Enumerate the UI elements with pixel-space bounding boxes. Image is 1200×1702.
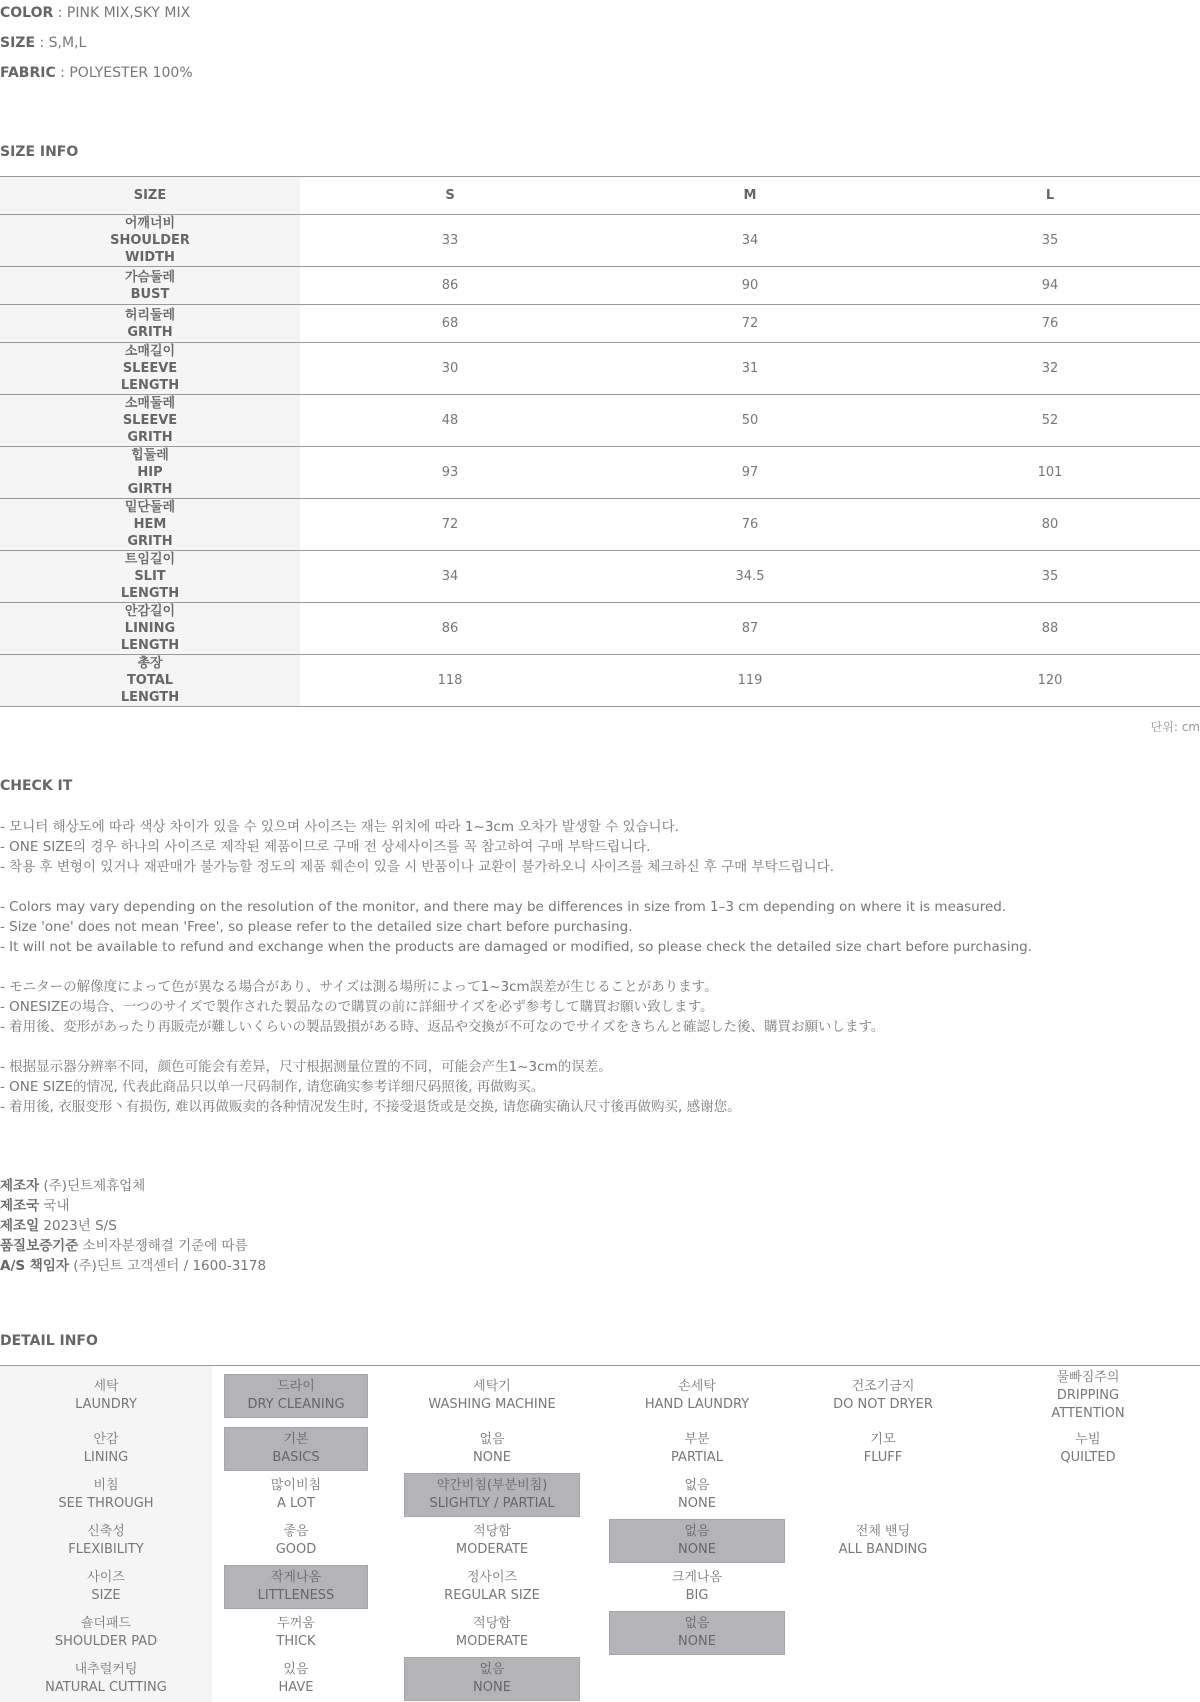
detail-option bbox=[829, 1375, 937, 1417]
detail-cell bbox=[790, 1564, 976, 1610]
size-value-s: 33 bbox=[441, 233, 459, 248]
measurement-label bbox=[0, 551, 300, 603]
measurement-label bbox=[0, 305, 300, 343]
text-line: 손세탁 bbox=[678, 1379, 716, 1394]
check-it-notes bbox=[0, 817, 1200, 1137]
measurement-name-en: HEM bbox=[133, 517, 167, 532]
size-value-m: 34.5 bbox=[735, 569, 765, 584]
text-line: FLEXIBILITY bbox=[68, 1542, 144, 1557]
notes-group bbox=[0, 897, 1200, 957]
text-line: 신축성 bbox=[87, 1524, 125, 1539]
spec-value: : S,M,L bbox=[35, 35, 87, 51]
size-value-s: 34 bbox=[441, 569, 459, 584]
detail-option-selected bbox=[404, 1473, 580, 1517]
text-line: WASHING MACHINE bbox=[428, 1397, 556, 1412]
detail-option-selected bbox=[224, 1374, 368, 1418]
text-line: ALL BANDING bbox=[838, 1542, 928, 1557]
notes-group bbox=[0, 817, 1200, 877]
detail-option bbox=[641, 1375, 753, 1417]
text-line: 적당함 bbox=[473, 1524, 511, 1539]
detail-cell bbox=[212, 1366, 380, 1426]
text-line: DRIPPING bbox=[1056, 1388, 1120, 1403]
detail-row bbox=[0, 1366, 1200, 1426]
text-line: NONE bbox=[473, 1450, 511, 1465]
measurement-name-ko: 트임길이 bbox=[124, 552, 176, 567]
text-line: SLIGHTLY / PARTIAL bbox=[429, 1496, 555, 1511]
maker-label: 제조일 bbox=[0, 1218, 40, 1234]
size-row bbox=[0, 215, 1200, 267]
text-line: FLUFF bbox=[863, 1450, 903, 1465]
size-value-l: 88 bbox=[1041, 621, 1059, 636]
note-line: - Colors may vary depending on the resolution of the monitor, and there may be differences in size from 1–3 cm depending on where it is measured. bbox=[0, 899, 1007, 915]
measurement-name-en: GRITH bbox=[127, 430, 173, 445]
unit-note: 단위: cm bbox=[1150, 720, 1200, 734]
text-line: 사이즈 bbox=[87, 1570, 125, 1585]
text-line: 작게나옴 bbox=[270, 1570, 322, 1585]
text-line: 비침 bbox=[93, 1478, 119, 1493]
text-line: NONE bbox=[473, 1680, 511, 1695]
maker-label: 제조국 bbox=[0, 1198, 40, 1214]
size-value-l: 80 bbox=[1041, 517, 1059, 532]
size-value-m: 50 bbox=[741, 413, 759, 428]
text-line: 좋음 bbox=[283, 1524, 309, 1539]
text-line: ATTENTION bbox=[1051, 1406, 1125, 1421]
detail-row bbox=[0, 1518, 1200, 1564]
detail-cell bbox=[790, 1472, 976, 1518]
maker-row bbox=[0, 1196, 266, 1216]
detail-cell bbox=[604, 1472, 790, 1518]
detail-option bbox=[667, 1428, 727, 1470]
size-value-m: 34 bbox=[741, 233, 759, 248]
detail-option bbox=[452, 1520, 532, 1562]
size-value-m: 90 bbox=[741, 278, 759, 293]
size-value-l: 35 bbox=[1041, 569, 1059, 584]
text-line: 없음 bbox=[479, 1432, 505, 1447]
detail-cell bbox=[976, 1564, 1200, 1610]
text-line: 없음 bbox=[684, 1478, 710, 1493]
measurement-name-ko: 안감길이 bbox=[124, 604, 176, 619]
size-value-m: 72 bbox=[741, 316, 759, 331]
note-line: - 根据显示器分辨率不同，颜色可能会有差异，尺寸根据测量位置的不同，可能会产生1~3cm的误差。 bbox=[0, 1059, 612, 1075]
detail-option-selected bbox=[609, 1611, 785, 1655]
maker-row bbox=[0, 1216, 266, 1236]
measurement-name-ko: 밑단둘레 bbox=[124, 500, 176, 515]
text-line: 누빔 bbox=[1075, 1432, 1101, 1447]
measurement-name-en: SLEEVE bbox=[122, 413, 178, 428]
detail-option bbox=[835, 1520, 932, 1562]
text-line: REGULAR SIZE bbox=[444, 1588, 540, 1603]
text-line: 약간비침(부분비침) bbox=[436, 1478, 548, 1493]
detail-cell bbox=[604, 1656, 790, 1702]
measurement-label bbox=[0, 447, 300, 499]
text-line: 내추럴커팅 bbox=[74, 1662, 138, 1677]
detail-cell bbox=[380, 1610, 604, 1656]
spec-label: SIZE bbox=[0, 35, 36, 51]
detail-cell bbox=[380, 1366, 604, 1426]
text-line: LITTLENESS bbox=[257, 1588, 335, 1603]
size-value-m: 87 bbox=[741, 621, 759, 636]
text-line: MODERATE bbox=[455, 1634, 529, 1649]
maker-row bbox=[0, 1256, 266, 1276]
size-value-s: 72 bbox=[441, 517, 459, 532]
measurement-label bbox=[0, 395, 300, 447]
size-value-m: 97 bbox=[741, 465, 759, 480]
measurement-name-ko: 소매둘레 bbox=[124, 396, 176, 411]
size-value-l: 101 bbox=[1037, 465, 1063, 480]
size-row bbox=[0, 305, 1200, 343]
detail-option bbox=[1047, 1366, 1128, 1426]
measurement-label bbox=[0, 655, 300, 707]
detail-cell bbox=[212, 1518, 380, 1564]
detail-cell bbox=[212, 1472, 380, 1518]
measurement-name-ko: 가슴둘레 bbox=[124, 269, 176, 285]
size-value-s: 93 bbox=[441, 465, 459, 480]
text-line: 세탁기 bbox=[473, 1379, 511, 1394]
detail-option bbox=[272, 1520, 321, 1562]
text-line: 세탁 bbox=[93, 1379, 119, 1394]
text-line: DO NOT DRYER bbox=[833, 1397, 933, 1412]
size-value-m: 76 bbox=[741, 517, 759, 532]
detail-row-label bbox=[0, 1656, 212, 1702]
maker-value: 소비자분쟁해결 기준에 따름 bbox=[78, 1238, 248, 1254]
size-value-s: 48 bbox=[441, 413, 459, 428]
size-value-s: 30 bbox=[441, 361, 459, 376]
detail-option bbox=[424, 1375, 559, 1417]
measurement-name-en: SHOULDER bbox=[110, 233, 190, 248]
detail-option bbox=[440, 1566, 544, 1608]
measurement-label bbox=[0, 267, 300, 305]
text-line: 많이비침 bbox=[270, 1478, 322, 1493]
detail-option bbox=[267, 1474, 325, 1516]
size-value-l: 120 bbox=[1037, 673, 1063, 688]
detail-cell bbox=[790, 1366, 976, 1426]
maker-value: (주)딘트제휴업체 bbox=[39, 1178, 146, 1194]
text-line: 기모 bbox=[870, 1432, 896, 1447]
spec-value: : POLYESTER 100% bbox=[55, 65, 193, 81]
detail-cell bbox=[976, 1426, 1200, 1472]
text-line: THICK bbox=[276, 1634, 316, 1649]
size-row bbox=[0, 343, 1200, 395]
measurement-name-en: SLEEVE bbox=[122, 361, 178, 376]
text-line: 기본 bbox=[283, 1432, 309, 1447]
detail-row-label bbox=[0, 1564, 212, 1610]
detail-cell bbox=[212, 1656, 380, 1702]
text-line: LINING bbox=[83, 1450, 129, 1465]
detail-option bbox=[272, 1612, 319, 1654]
detail-option-selected bbox=[404, 1657, 580, 1701]
size-row bbox=[0, 499, 1200, 551]
note-line: - ONE SIZE의 경우 하나의 사이즈로 제작된 제품이므로 구매 전 상세사이즈를 꼭 참고하여 구매 부탁드립니다. bbox=[0, 839, 651, 855]
detail-option-selected bbox=[224, 1565, 368, 1609]
size-value-s: 68 bbox=[441, 316, 459, 331]
detail-info-title: DETAIL INFO bbox=[0, 1333, 98, 1349]
measurement-name-en: LINING bbox=[124, 621, 176, 636]
measurement-name-ko: 소매길이 bbox=[124, 344, 176, 359]
text-line: 안감 bbox=[93, 1432, 119, 1447]
text-line: DRY CLEANING bbox=[247, 1397, 345, 1412]
text-line: 물빠짐주의 bbox=[1056, 1370, 1120, 1385]
spec-color bbox=[0, 5, 190, 21]
detail-row-label bbox=[0, 1610, 212, 1656]
size-value-l: 76 bbox=[1041, 316, 1059, 331]
header-s: S bbox=[445, 188, 455, 203]
measurement-label bbox=[0, 603, 300, 655]
size-value-m: 119 bbox=[737, 673, 763, 688]
size-value-s: 86 bbox=[441, 278, 459, 293]
measurement-name-en: WIDTH bbox=[125, 250, 175, 265]
measurement-name-en: LENGTH bbox=[120, 586, 180, 601]
size-row bbox=[0, 603, 1200, 655]
detail-cell bbox=[380, 1564, 604, 1610]
size-value-s: 118 bbox=[437, 673, 463, 688]
header-size: SIZE bbox=[0, 177, 300, 215]
text-line: 두꺼움 bbox=[277, 1616, 315, 1631]
detail-cell bbox=[790, 1426, 976, 1472]
note-line: - ONESIZEの場合、一つのサイズで製作された製品なので購買の前に詳細サイズを必ず参考して購買お願い致します。 bbox=[0, 999, 714, 1015]
detail-row-label bbox=[0, 1518, 212, 1564]
size-value-m: 31 bbox=[741, 361, 759, 376]
detail-row bbox=[0, 1426, 1200, 1472]
measurement-name-en: BUST bbox=[130, 286, 170, 302]
detail-option bbox=[860, 1428, 907, 1470]
text-line: NONE bbox=[678, 1542, 716, 1557]
detail-cell bbox=[212, 1426, 380, 1472]
text-line: 부분 bbox=[684, 1432, 710, 1447]
maker-label: A/S 책임자 bbox=[0, 1258, 69, 1274]
header-m: M bbox=[743, 188, 757, 203]
text-line: 전체 밴딩 bbox=[855, 1524, 911, 1539]
header-l: L bbox=[1045, 188, 1055, 203]
maker-label: 품질보증기준 bbox=[0, 1238, 79, 1254]
check-it-title: CHECK IT bbox=[0, 778, 73, 794]
notes-group bbox=[0, 977, 1200, 1037]
text-line: 있음 bbox=[283, 1662, 309, 1677]
measurement-label bbox=[0, 499, 300, 551]
detail-cell bbox=[604, 1518, 790, 1564]
maker-info bbox=[0, 1176, 266, 1276]
text-line: 없음 bbox=[684, 1524, 710, 1539]
spec-value: : PINK MIX,SKY MIX bbox=[53, 5, 191, 21]
text-line: 크게나옴 bbox=[671, 1570, 723, 1585]
spec-fabric bbox=[0, 65, 193, 81]
detail-option-selected bbox=[609, 1519, 785, 1563]
text-line: 없음 bbox=[479, 1662, 505, 1677]
measurement-name-en: LENGTH bbox=[120, 690, 180, 705]
detail-row bbox=[0, 1610, 1200, 1656]
note-line: - It will not be available to refund and exchange when the products are damaged or modified, so please check the detailed size chart before purchasing. bbox=[0, 939, 1032, 955]
measurement-name-en: TOTAL bbox=[126, 673, 174, 688]
detail-cell bbox=[604, 1564, 790, 1610]
detail-row-label bbox=[0, 1426, 212, 1472]
detail-row bbox=[0, 1564, 1200, 1610]
detail-cell bbox=[604, 1426, 790, 1472]
detail-cell bbox=[604, 1610, 790, 1656]
detail-option bbox=[469, 1428, 515, 1470]
detail-cell bbox=[790, 1656, 976, 1702]
measurement-name-ko: 힙둘레 bbox=[131, 448, 169, 463]
size-table-header bbox=[0, 177, 1200, 215]
detail-cell bbox=[212, 1564, 380, 1610]
detail-cell bbox=[790, 1518, 976, 1564]
maker-value: (주)딘트 고객센터 / 1600-3178 bbox=[68, 1258, 267, 1274]
detail-row-label bbox=[0, 1366, 212, 1426]
text-line: HAVE bbox=[278, 1680, 314, 1695]
detail-cell bbox=[380, 1472, 604, 1518]
size-value-s: 86 bbox=[441, 621, 459, 636]
size-value-l: 52 bbox=[1041, 413, 1059, 428]
note-line: - 모니터 해상도에 따라 색상 차이가 있을 수 있으며 사이즈는 재는 위치에 따라 1~3cm 오차가 발생할 수 있습니다. bbox=[0, 819, 679, 835]
detail-option bbox=[275, 1658, 318, 1700]
text-line: SHOULDER PAD bbox=[54, 1634, 158, 1649]
measurement-name-en: LENGTH bbox=[120, 378, 180, 393]
text-line: NATURAL CUTTING bbox=[45, 1680, 167, 1695]
size-value-l: 35 bbox=[1041, 233, 1059, 248]
text-line: BIG bbox=[685, 1588, 709, 1603]
spec-size bbox=[0, 35, 86, 51]
note-line: - ONE SIZE的情况, 代表此商品只以单一尺码制作, 请您确实参考详细尺码照後, 再做购买。 bbox=[0, 1079, 545, 1095]
text-line: 정사이즈 bbox=[466, 1570, 518, 1585]
text-line: PARTIAL bbox=[671, 1450, 723, 1465]
text-line: 적당함 bbox=[473, 1616, 511, 1631]
text-line: SEE THROUGH bbox=[58, 1496, 154, 1511]
size-table bbox=[0, 176, 1200, 707]
size-value-l: 32 bbox=[1041, 361, 1059, 376]
measurement-name-ko: 어깨너비 bbox=[124, 216, 176, 231]
detail-table bbox=[0, 1365, 1200, 1702]
detail-cell bbox=[976, 1610, 1200, 1656]
note-line: - 착용 후 변형이 있거나 재판매가 불가능할 정도의 제품 훼손이 있을 시 반품이나 교환이 불가하오니 사이즈를 체크하신 후 구매 부탁드립니다. bbox=[0, 859, 835, 875]
size-row bbox=[0, 267, 1200, 305]
measurement-name-en: GRITH bbox=[127, 534, 173, 549]
measurement-name-ko: 허리둘레 bbox=[124, 307, 176, 323]
note-line: - モニターの解像度によって色が異なる場合があり、サイズは測る場所によって1~3cm誤差が生じることがあります。 bbox=[0, 979, 718, 995]
text-line: BASICS bbox=[272, 1450, 320, 1465]
note-line: - 着用後, 衣服变形丶有损伤, 难以再做贩卖的各种情况发生时, 不接受退货或是交换, 请您确实确认尺寸後再做购买, 感谢您。 bbox=[0, 1099, 741, 1115]
text-line: MODERATE bbox=[455, 1542, 529, 1557]
text-line: NONE bbox=[678, 1496, 716, 1511]
detail-option bbox=[452, 1612, 532, 1654]
size-row bbox=[0, 395, 1200, 447]
detail-option-selected bbox=[224, 1427, 368, 1471]
measurement-name-en: LENGTH bbox=[120, 638, 180, 653]
text-line: LAUNDRY bbox=[75, 1397, 137, 1412]
spec-label: COLOR bbox=[0, 5, 54, 21]
detail-cell bbox=[380, 1426, 604, 1472]
detail-cell bbox=[380, 1656, 604, 1702]
detail-cell bbox=[976, 1472, 1200, 1518]
measurement-label bbox=[0, 343, 300, 395]
measurement-name-en: HIP bbox=[137, 465, 163, 480]
text-line: 건조기금지 bbox=[851, 1379, 915, 1394]
detail-cell bbox=[790, 1610, 976, 1656]
measurement-name-en: GIRTH bbox=[127, 482, 173, 497]
detail-option bbox=[1056, 1428, 1119, 1470]
note-line: - Size 'one' does not mean 'Free', so please refer to the detailed size chart before purchasing. bbox=[0, 919, 633, 935]
maker-row bbox=[0, 1176, 266, 1196]
detail-cell bbox=[380, 1518, 604, 1564]
detail-cell bbox=[976, 1518, 1200, 1564]
text-line: GOOD bbox=[275, 1542, 317, 1557]
maker-row bbox=[0, 1236, 266, 1256]
size-row bbox=[0, 551, 1200, 603]
size-info-title: SIZE INFO bbox=[0, 144, 79, 160]
measurement-name-ko: 총장 bbox=[137, 656, 163, 671]
text-line: 없음 bbox=[684, 1616, 710, 1631]
text-line: HAND LAUNDRY bbox=[644, 1397, 750, 1412]
maker-label: 제조자 bbox=[0, 1178, 40, 1194]
note-line: - 着用後、変形があったり再販売が難しいくらいの製品毀損がある時、返品や交換が不可なのでサイズをきちんと確認した後、購買お願いします。 bbox=[0, 1019, 885, 1035]
detail-option bbox=[674, 1474, 720, 1516]
measurement-label bbox=[0, 215, 300, 267]
measurement-name-en: SLIT bbox=[134, 569, 166, 584]
detail-row-label bbox=[0, 1472, 212, 1518]
measurement-name-en: GRITH bbox=[127, 324, 173, 340]
notes-group bbox=[0, 1057, 1200, 1117]
text-line: A LOT bbox=[277, 1496, 315, 1511]
size-row bbox=[0, 447, 1200, 499]
detail-option bbox=[668, 1566, 726, 1608]
text-line: 숄더패드 bbox=[80, 1616, 132, 1631]
maker-value: 2023년 S/S bbox=[39, 1218, 117, 1234]
text-line: NONE bbox=[678, 1634, 716, 1649]
detail-cell bbox=[976, 1366, 1200, 1426]
size-row bbox=[0, 655, 1200, 707]
text-line: QUILTED bbox=[1060, 1450, 1116, 1465]
size-value-l: 94 bbox=[1041, 278, 1059, 293]
text-line: 드라이 bbox=[277, 1379, 315, 1394]
detail-row bbox=[0, 1656, 1200, 1702]
detail-cell bbox=[604, 1366, 790, 1426]
maker-value: 국내 bbox=[39, 1198, 70, 1214]
detail-row bbox=[0, 1472, 1200, 1518]
detail-cell bbox=[212, 1610, 380, 1656]
detail-cell bbox=[976, 1656, 1200, 1702]
spec-label: FABRIC bbox=[0, 65, 56, 81]
text-line: SIZE bbox=[91, 1588, 121, 1603]
